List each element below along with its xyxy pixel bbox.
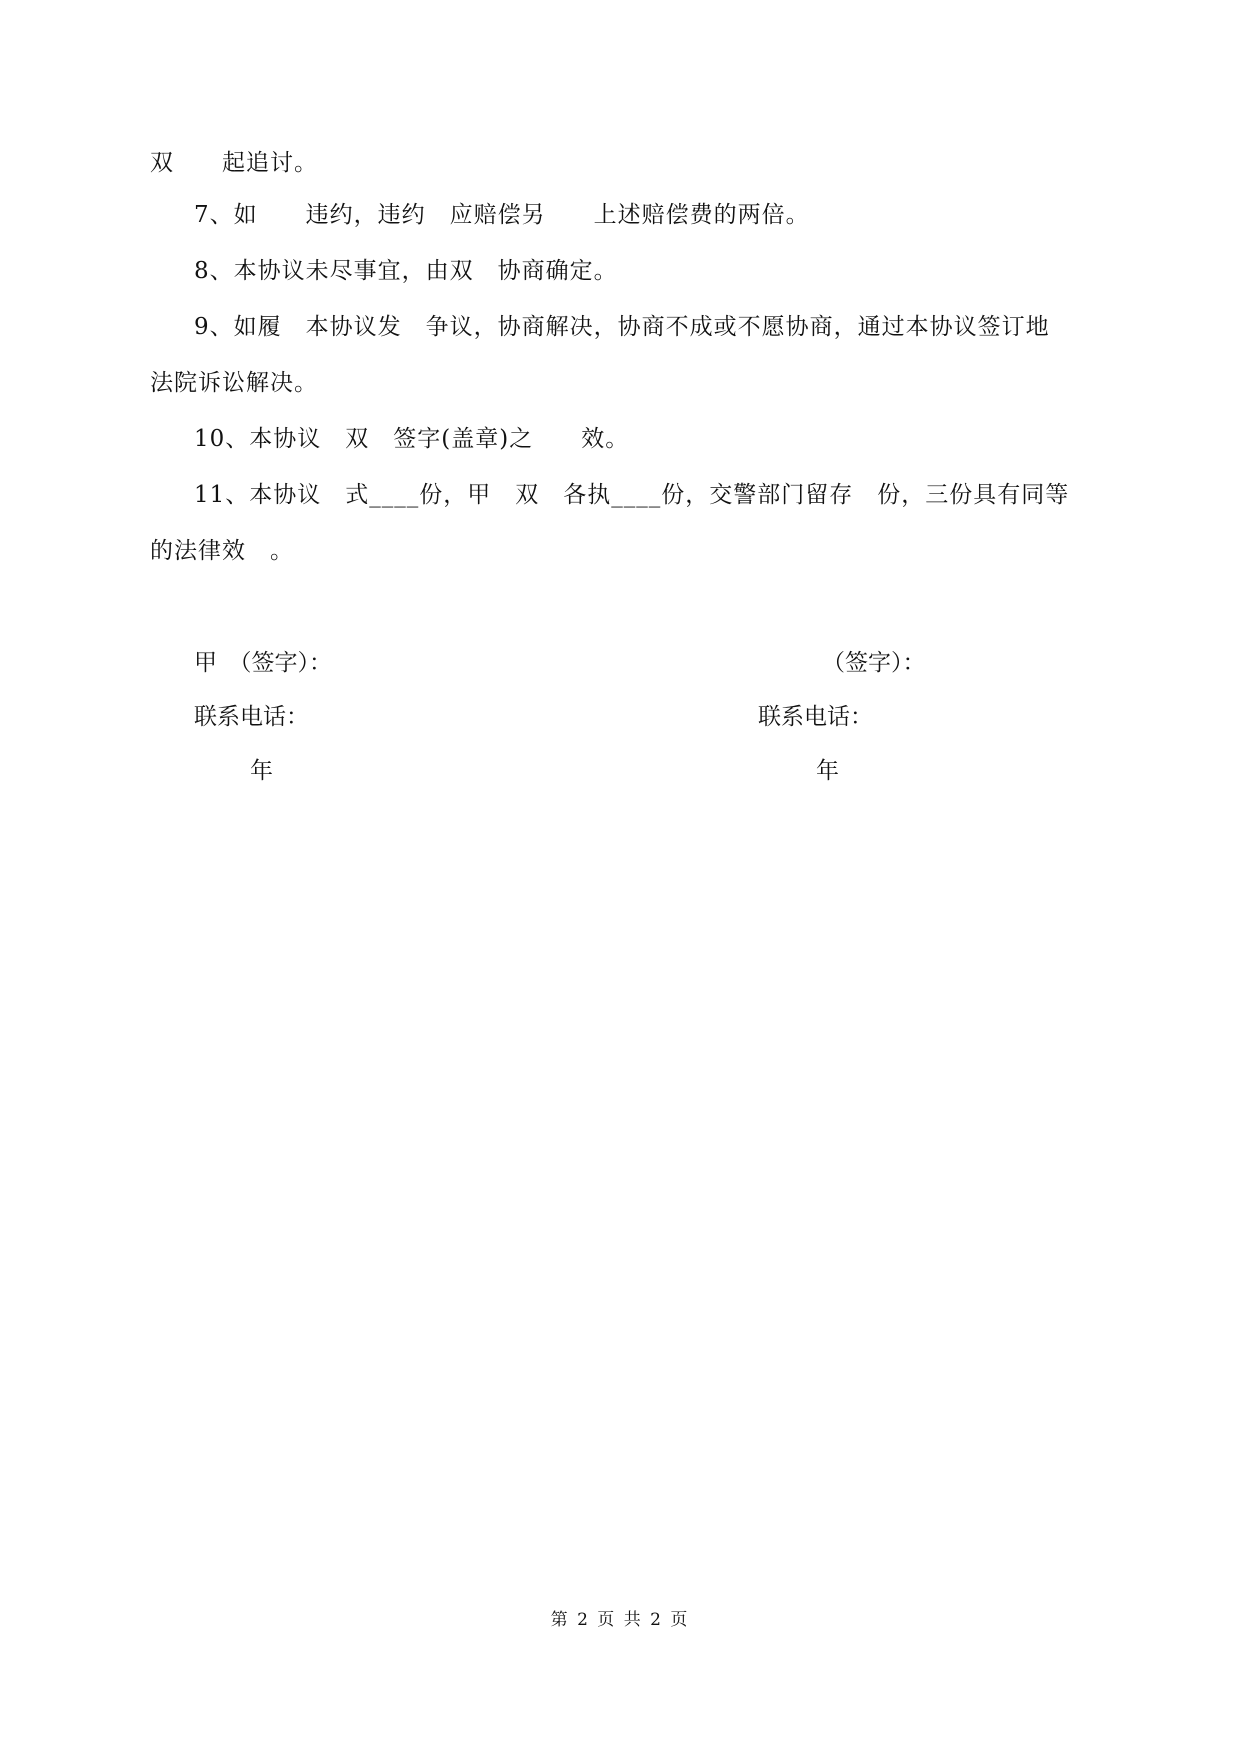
clause-8: 8、本协议未尽事宜，由双 协商确定。 [194,258,618,284]
party-b-date-label: 年 [816,758,839,784]
clause-11-continuation: 的法律效 。 [150,538,294,564]
party-a-phone-label: 联系电话： [194,704,309,730]
page-number-footer: 第 2 页 共 2 页 [550,1610,690,1630]
clause-11: 11、本协议 式____份，甲 双 各执____份，交警部门留存 份，三份具有同等 [194,482,1070,508]
clause-9-continuation: 法院诉讼解决。 [150,370,318,396]
clause-9: 9、如履 本协议发 争议，协商解决，协商不成或不愿协商，通过本协议签订地 [194,314,1050,340]
party-b-phone-label: 联系电话： [758,704,873,730]
clause-6-continuation: 双 起追讨。 [150,150,318,176]
party-a-date-label: 年 [250,758,273,784]
party-a-sign-label: 甲 （签字）： [194,650,332,676]
clause-7: 7、如 违约，违约 应赔偿另 上述赔偿费的两倍。 [194,202,810,228]
clause-10: 10、本协议 双 签字(盖章)之 效。 [194,426,630,452]
party-b-sign-label: （签字）： [822,650,926,676]
